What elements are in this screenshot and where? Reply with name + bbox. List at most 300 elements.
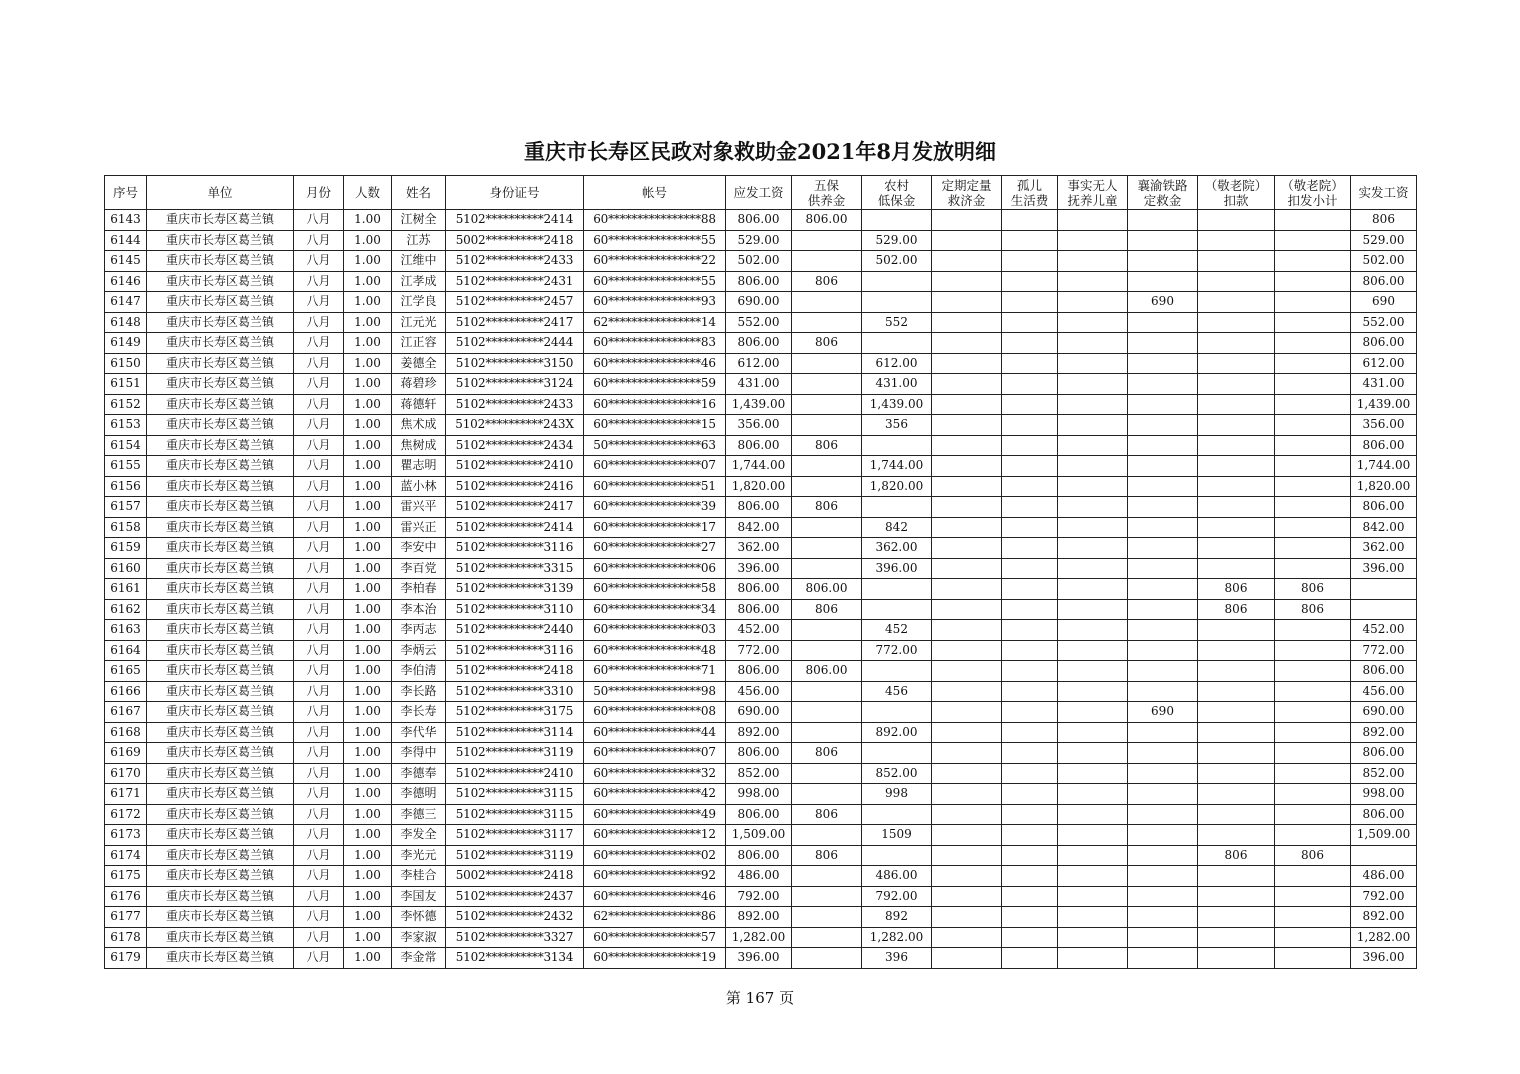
table-cell	[1198, 825, 1275, 846]
table-cell: 5102**********2457	[446, 292, 584, 313]
table-cell: 李丙志	[392, 620, 446, 641]
table-cell: 356.00	[726, 415, 792, 436]
table-cell: 1.00	[344, 927, 392, 948]
table-cell	[792, 374, 862, 395]
table-cell	[1058, 435, 1128, 456]
table-cell	[1275, 804, 1351, 825]
table-cell: 5102**********2440	[446, 620, 584, 641]
table-cell	[1198, 702, 1275, 723]
table-row	[105, 579, 1417, 600]
table-cell	[1198, 517, 1275, 538]
table-cell	[932, 886, 1002, 907]
table-cell: 蒋德轩	[392, 394, 446, 415]
table-cell	[862, 845, 932, 866]
table-cell: 690	[1128, 702, 1198, 723]
table-cell	[1198, 271, 1275, 292]
table-cell	[932, 394, 1002, 415]
table-cell: 552.00	[726, 312, 792, 333]
table-cell	[1128, 825, 1198, 846]
table-cell	[1058, 722, 1128, 743]
table-cell: 八月	[294, 866, 344, 887]
table-cell: 八月	[294, 743, 344, 764]
table-row	[105, 599, 1417, 620]
table-cell: 892.00	[726, 907, 792, 928]
table-row	[105, 722, 1417, 743]
table-cell: 5102**********3134	[446, 948, 584, 969]
table-cell: 1.00	[344, 948, 392, 969]
table-cell: 6165	[105, 661, 147, 682]
table-row	[105, 620, 1417, 641]
table-cell: 60****************39	[584, 497, 726, 518]
table-cell	[1128, 599, 1198, 620]
table-cell: 重庆市长寿区葛兰镇	[147, 517, 294, 538]
table-cell: 690.00	[726, 292, 792, 313]
table-cell	[1058, 210, 1128, 231]
table-cell	[1275, 374, 1351, 395]
table-cell: 江维中	[392, 251, 446, 272]
table-cell: 452.00	[1351, 620, 1417, 641]
table-row	[105, 435, 1417, 456]
table-cell	[932, 948, 1002, 969]
table-cell	[1002, 210, 1058, 231]
table-cell: 806.00	[726, 497, 792, 518]
table-cell: 蓝小林	[392, 476, 446, 497]
table-cell	[932, 374, 1002, 395]
table-cell: 806	[1198, 579, 1275, 600]
table-cell: 1.00	[344, 312, 392, 333]
table-cell	[1128, 579, 1198, 600]
table-cell	[792, 230, 862, 251]
table-cell: 50****************63	[584, 435, 726, 456]
table-cell: 重庆市长寿区葛兰镇	[147, 271, 294, 292]
table-cell	[1128, 845, 1198, 866]
table-cell	[1002, 497, 1058, 518]
column-header: 实发工资	[1351, 176, 1417, 210]
table-row	[105, 825, 1417, 846]
table-cell: 重庆市长寿区葛兰镇	[147, 763, 294, 784]
table-row	[105, 312, 1417, 333]
table-cell	[1058, 415, 1128, 436]
table-cell	[932, 476, 1002, 497]
table-cell: 1,820.00	[1351, 476, 1417, 497]
table-cell: 772.00	[862, 640, 932, 661]
table-cell: 李柏春	[392, 579, 446, 600]
table-cell: 806	[792, 743, 862, 764]
table-cell: 6153	[105, 415, 147, 436]
table-cell	[932, 558, 1002, 579]
table-cell: 1.00	[344, 456, 392, 477]
table-cell: 八月	[294, 374, 344, 395]
table-cell: 重庆市长寿区葛兰镇	[147, 333, 294, 354]
table-cell: 356	[862, 415, 932, 436]
table-cell: 5102**********3139	[446, 579, 584, 600]
table-cell: 焦树成	[392, 435, 446, 456]
table-cell: 江元光	[392, 312, 446, 333]
table-cell	[1002, 435, 1058, 456]
table-row	[105, 271, 1417, 292]
column-header: 五保 供养金	[792, 176, 862, 210]
payment-table	[104, 175, 1417, 969]
table-cell	[792, 292, 862, 313]
table-cell: 529.00	[726, 230, 792, 251]
table-cell	[792, 722, 862, 743]
table-cell: 792.00	[1351, 886, 1417, 907]
table-cell	[1198, 681, 1275, 702]
table-cell	[792, 251, 862, 272]
table-cell: 6151	[105, 374, 147, 395]
table-cell	[1275, 394, 1351, 415]
table-cell: 江树全	[392, 210, 446, 231]
table-cell	[1351, 599, 1417, 620]
table-cell	[1058, 661, 1128, 682]
table-cell: 1.00	[344, 866, 392, 887]
table-cell: 八月	[294, 702, 344, 723]
table-cell: 6144	[105, 230, 147, 251]
table-cell: 5102**********3110	[446, 599, 584, 620]
table-cell	[1128, 333, 1198, 354]
table-cell	[932, 661, 1002, 682]
table-cell	[1275, 435, 1351, 456]
table-cell	[1058, 292, 1128, 313]
table-cell: 雷兴正	[392, 517, 446, 538]
table-cell: 1.00	[344, 763, 392, 784]
table-cell: 八月	[294, 907, 344, 928]
table-cell	[1128, 784, 1198, 805]
table-cell: 806.00	[1351, 333, 1417, 354]
table-cell	[1002, 394, 1058, 415]
table-cell: 486.00	[726, 866, 792, 887]
table-cell: 雷兴平	[392, 497, 446, 518]
table-cell: 八月	[294, 948, 344, 969]
table-cell: 60****************59	[584, 374, 726, 395]
table-cell: 1.00	[344, 886, 392, 907]
table-cell: 792.00	[862, 886, 932, 907]
table-cell: 5102**********3114	[446, 722, 584, 743]
table-cell: 806	[1275, 599, 1351, 620]
table-cell: 1,820.00	[862, 476, 932, 497]
table-cell	[932, 497, 1002, 518]
table-cell: 502.00	[1351, 251, 1417, 272]
table-row	[105, 640, 1417, 661]
table-cell: 6166	[105, 681, 147, 702]
table-cell: 806	[792, 271, 862, 292]
table-cell: 重庆市长寿区葛兰镇	[147, 476, 294, 497]
table-cell: 5102**********2417	[446, 312, 584, 333]
table-cell	[1128, 866, 1198, 887]
table-cell	[1002, 271, 1058, 292]
table-cell	[862, 804, 932, 825]
table-cell	[792, 620, 862, 641]
table-cell: 江苏	[392, 230, 446, 251]
column-header: 孤儿 生活费	[1002, 176, 1058, 210]
table-cell: 431.00	[726, 374, 792, 395]
table-cell: 重庆市长寿区葛兰镇	[147, 353, 294, 374]
column-header: 定期定量 救济金	[932, 176, 1002, 210]
table-cell	[792, 353, 862, 374]
table-cell: 6146	[105, 271, 147, 292]
table-cell	[1128, 394, 1198, 415]
table-cell: 1.00	[344, 825, 392, 846]
table-cell: 重庆市长寿区葛兰镇	[147, 579, 294, 600]
table-cell: 1.00	[344, 722, 392, 743]
table-row	[105, 333, 1417, 354]
table-cell: 1,509.00	[1351, 825, 1417, 846]
table-cell: 806	[792, 845, 862, 866]
table-cell: 60****************34	[584, 599, 726, 620]
table-cell	[1058, 353, 1128, 374]
table-cell: 八月	[294, 271, 344, 292]
table-cell: 60****************19	[584, 948, 726, 969]
table-cell: 806.00	[1351, 661, 1417, 682]
table-cell	[1128, 681, 1198, 702]
table-cell: 892	[862, 907, 932, 928]
table-cell: 江正容	[392, 333, 446, 354]
table-cell	[1198, 784, 1275, 805]
table-cell: 5102**********3119	[446, 743, 584, 764]
table-cell	[1198, 866, 1275, 887]
table-row	[105, 476, 1417, 497]
table-row	[105, 907, 1417, 928]
table-cell	[792, 394, 862, 415]
table-cell: 1.00	[344, 394, 392, 415]
table-cell	[1058, 538, 1128, 559]
table-cell: 6179	[105, 948, 147, 969]
table-cell	[1198, 333, 1275, 354]
table-cell: 5102**********2410	[446, 456, 584, 477]
table-cell	[1128, 743, 1198, 764]
table-cell: 李光元	[392, 845, 446, 866]
table-cell	[862, 271, 932, 292]
table-body	[105, 210, 1417, 969]
table-cell: 806.00	[726, 599, 792, 620]
table-cell: 6167	[105, 702, 147, 723]
table-cell: 李炳云	[392, 640, 446, 661]
column-header: 月份	[294, 176, 344, 210]
table-cell: 1,509.00	[726, 825, 792, 846]
table-cell: 1.00	[344, 517, 392, 538]
table-cell: 806.00	[726, 804, 792, 825]
table-cell: 1.00	[344, 558, 392, 579]
table-cell: 396	[862, 948, 932, 969]
table-cell: 5102**********3124	[446, 374, 584, 395]
table-cell: 5102**********3175	[446, 702, 584, 723]
table-cell: 重庆市长寿区葛兰镇	[147, 558, 294, 579]
table-cell: 806.00	[1351, 271, 1417, 292]
table-cell	[1128, 312, 1198, 333]
table-cell: 瞿志明	[392, 456, 446, 477]
table-cell: 八月	[294, 538, 344, 559]
table-cell: 重庆市长寿区葛兰镇	[147, 661, 294, 682]
table-cell	[1128, 886, 1198, 907]
table-cell	[1002, 312, 1058, 333]
table-cell: 李代华	[392, 722, 446, 743]
table-cell	[1058, 927, 1128, 948]
table-cell: 5102**********2433	[446, 394, 584, 415]
table-cell: 李桂合	[392, 866, 446, 887]
table-cell: 806.00	[726, 743, 792, 764]
table-cell: 772.00	[726, 640, 792, 661]
table-cell	[1002, 579, 1058, 600]
table-cell: 806	[792, 333, 862, 354]
table-cell: 八月	[294, 722, 344, 743]
table-cell	[1128, 620, 1198, 641]
table-cell	[1002, 476, 1058, 497]
table-cell	[1275, 353, 1351, 374]
table-cell	[792, 312, 862, 333]
table-row	[105, 804, 1417, 825]
table-cell: 456	[862, 681, 932, 702]
table-cell	[1198, 251, 1275, 272]
table-cell	[1198, 353, 1275, 374]
table-cell: 李长路	[392, 681, 446, 702]
table-cell: 李发全	[392, 825, 446, 846]
table-cell	[1002, 825, 1058, 846]
table-cell	[1275, 538, 1351, 559]
table-cell	[1002, 948, 1058, 969]
table-cell	[1198, 312, 1275, 333]
table-cell	[1058, 640, 1128, 661]
table-cell: 60****************46	[584, 886, 726, 907]
table-cell: 806.00	[792, 579, 862, 600]
table-cell: 1.00	[344, 538, 392, 559]
table-cell	[792, 886, 862, 907]
table-cell	[932, 210, 1002, 231]
table-cell	[1275, 681, 1351, 702]
table-cell: 1,744.00	[1351, 456, 1417, 477]
table-cell	[1058, 374, 1128, 395]
table-cell: 6155	[105, 456, 147, 477]
table-cell	[932, 312, 1002, 333]
table-cell: 60****************03	[584, 620, 726, 641]
table-cell	[1002, 415, 1058, 436]
table-cell: 60****************08	[584, 702, 726, 723]
table-cell: 60****************51	[584, 476, 726, 497]
table-cell	[1128, 927, 1198, 948]
table-cell: 690	[1128, 292, 1198, 313]
table-row	[105, 374, 1417, 395]
table-cell: 5102**********2433	[446, 251, 584, 272]
table-cell: 60****************46	[584, 353, 726, 374]
table-cell: 62****************14	[584, 312, 726, 333]
table-cell: 1.00	[344, 804, 392, 825]
table-cell	[1275, 825, 1351, 846]
table-header-row	[105, 176, 1417, 210]
table-cell	[1275, 517, 1351, 538]
table-row	[105, 927, 1417, 948]
table-cell	[1058, 476, 1128, 497]
table-cell: 李得中	[392, 743, 446, 764]
table-cell	[932, 743, 1002, 764]
table-cell: 5102**********3310	[446, 681, 584, 702]
table-cell: 5102**********3116	[446, 538, 584, 559]
table-cell	[1275, 271, 1351, 292]
table-cell: 772.00	[1351, 640, 1417, 661]
table-cell	[792, 681, 862, 702]
table-cell: 5102**********2414	[446, 517, 584, 538]
table-cell	[1002, 886, 1058, 907]
table-cell	[1275, 763, 1351, 784]
table-cell: 690	[1351, 292, 1417, 313]
table-cell: 八月	[294, 394, 344, 415]
table-cell	[932, 333, 1002, 354]
table-cell: 重庆市长寿区葛兰镇	[147, 743, 294, 764]
table-cell: 1,282.00	[1351, 927, 1417, 948]
table-cell	[792, 825, 862, 846]
table-cell: 5002**********2418	[446, 230, 584, 251]
table-cell	[1198, 435, 1275, 456]
table-cell: 60****************07	[584, 456, 726, 477]
table-cell	[1002, 804, 1058, 825]
table-cell: 6150	[105, 353, 147, 374]
table-row	[105, 230, 1417, 251]
table-cell: 八月	[294, 620, 344, 641]
table-cell: 1,744.00	[862, 456, 932, 477]
table-cell	[1198, 497, 1275, 518]
table-cell: 重庆市长寿区葛兰镇	[147, 230, 294, 251]
table-row	[105, 517, 1417, 538]
table-cell: 5102**********3117	[446, 825, 584, 846]
table-cell: 5102**********3115	[446, 804, 584, 825]
table-cell: 八月	[294, 456, 344, 477]
table-cell	[1275, 456, 1351, 477]
table-cell: 60****************55	[584, 271, 726, 292]
table-cell: 431.00	[1351, 374, 1417, 395]
table-cell: 806	[1198, 845, 1275, 866]
table-row	[105, 394, 1417, 415]
table-cell: 60****************42	[584, 784, 726, 805]
table-cell	[1128, 497, 1198, 518]
table-cell	[862, 497, 932, 518]
table-cell	[1128, 558, 1198, 579]
table-cell	[1128, 722, 1198, 743]
table-cell: 李金常	[392, 948, 446, 969]
table-cell: 892.00	[862, 722, 932, 743]
document-title: 重庆市长寿区民政对象救助金2021年8月发放明细	[523, 139, 997, 164]
table-cell: 842.00	[1351, 517, 1417, 538]
table-cell: 50****************98	[584, 681, 726, 702]
table-cell	[1198, 763, 1275, 784]
table-cell: 1,820.00	[726, 476, 792, 497]
table-cell: 姜德全	[392, 353, 446, 374]
table-cell	[862, 743, 932, 764]
table-cell: 重庆市长寿区葛兰镇	[147, 312, 294, 333]
table-cell: 806.00	[726, 435, 792, 456]
table-cell	[1198, 948, 1275, 969]
table-cell: 1.00	[344, 271, 392, 292]
table-cell: 806.00	[726, 210, 792, 231]
table-cell	[1002, 558, 1058, 579]
table-cell	[932, 538, 1002, 559]
table-cell: 690.00	[1351, 702, 1417, 723]
table-cell: 焦术成	[392, 415, 446, 436]
table-cell	[1002, 620, 1058, 641]
table-cell: 1.00	[344, 640, 392, 661]
table-cell: 重庆市长寿区葛兰镇	[147, 435, 294, 456]
table-cell	[1002, 681, 1058, 702]
table-cell	[932, 435, 1002, 456]
table-cell: 486.00	[1351, 866, 1417, 887]
table-cell: 重庆市长寿区葛兰镇	[147, 681, 294, 702]
table-cell: 重庆市长寿区葛兰镇	[147, 394, 294, 415]
table-cell: 李德三	[392, 804, 446, 825]
table-cell: 八月	[294, 804, 344, 825]
table-cell: 蒋碧珍	[392, 374, 446, 395]
table-cell	[1002, 907, 1058, 928]
table-cell	[1128, 230, 1198, 251]
table-cell: 1.00	[344, 579, 392, 600]
table-cell: 八月	[294, 230, 344, 251]
table-cell	[862, 210, 932, 231]
